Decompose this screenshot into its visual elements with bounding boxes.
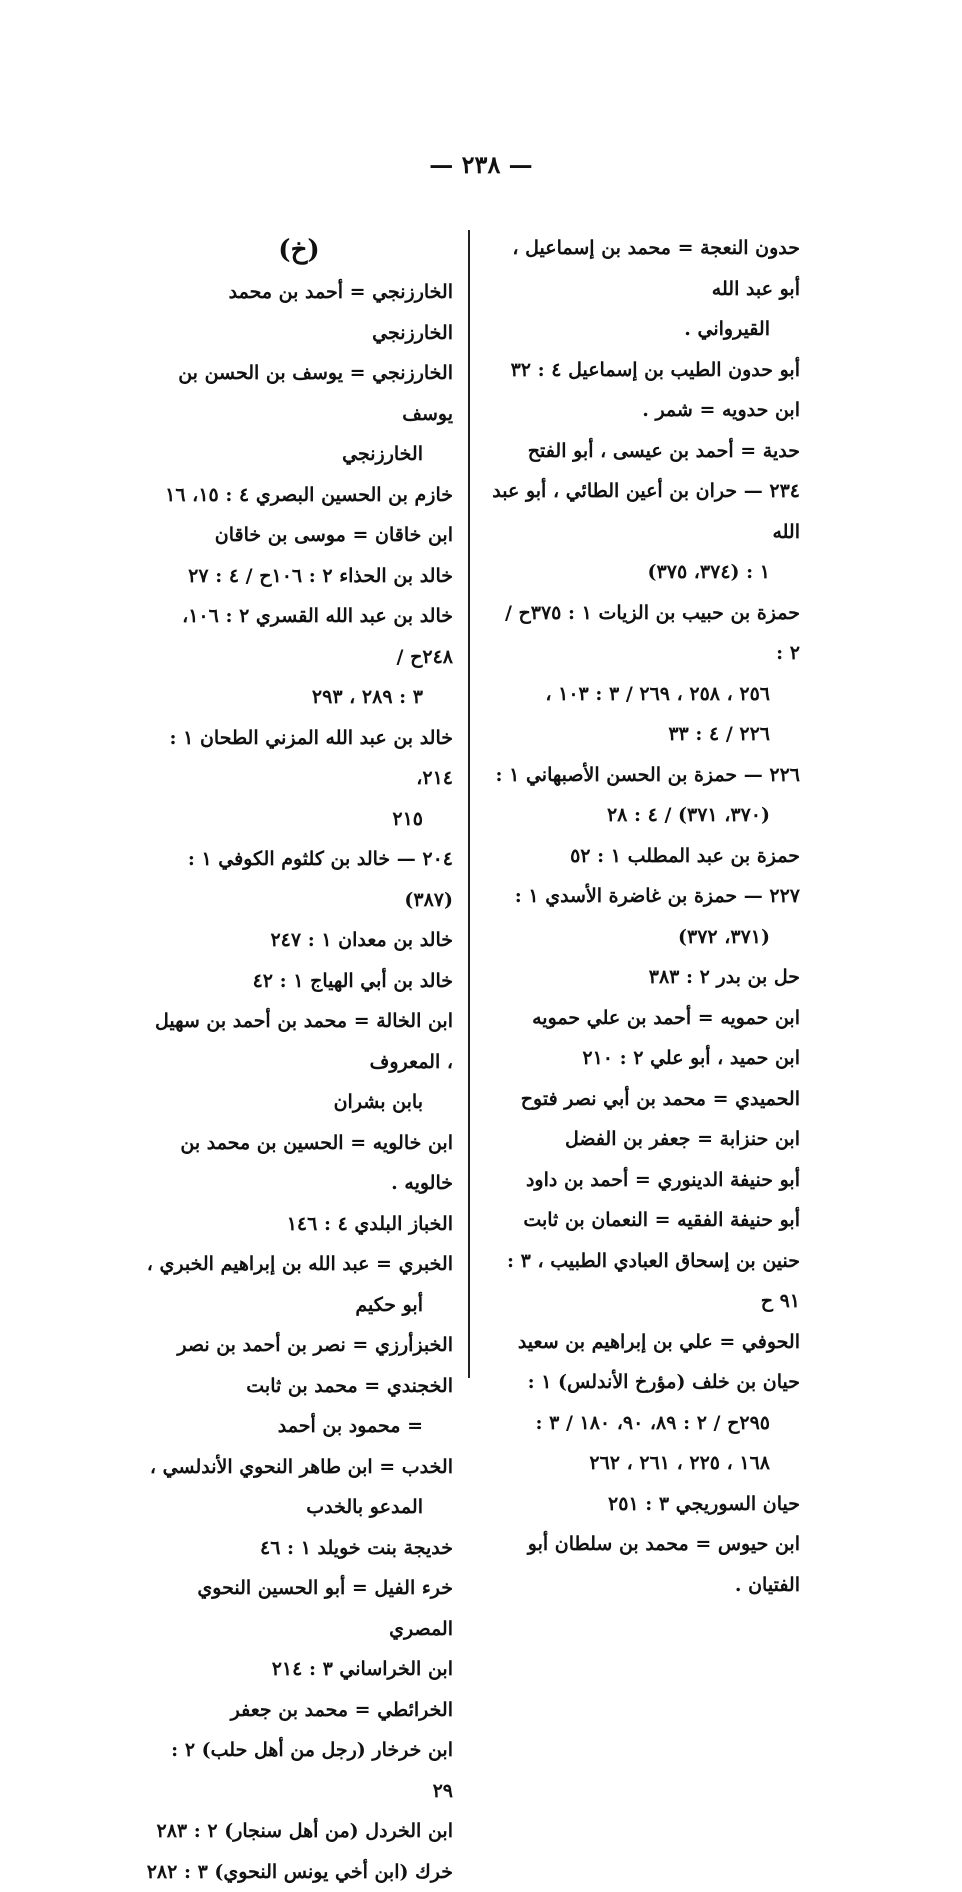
index-entry: ابن حميد ، أبو علي ٢ : ٢١٠ [490,1038,800,1079]
index-entry: الخرائطي = محمد بن جعفر [145,1690,453,1731]
index-entry-continuation: الخارزنجي [145,434,453,475]
index-entry: ابن حمويه = أحمد بن علي حمويه [490,998,800,1039]
index-entry: ٢٢٧ — حمزة بن غاضرة الأسدي ١ : [490,876,800,917]
index-entry: حيان السوريجي ٣ : ٢٥١ [490,1484,800,1525]
index-column-right [490,228,800,1605]
index-entry-continuation: = محمود بن أحمد [145,1406,453,1447]
index-entry: حنين بن إسحاق العبادي الطبيب ، ٣ : ٩١ ح [490,1241,800,1322]
index-entry: الخارزنجي = أحمد بن محمد الخارزنجي [145,272,453,353]
index-entry: ابن خاقان = موسى بن خاقان [145,515,453,556]
index-entry: خالد بن عبد الله المزني الطحان ١ : ٢١٤، [145,718,453,799]
index-entry: خالد بن الحذاء ٢ : ١٠٦ح / ٤ : ٢٧ [145,556,453,597]
index-entry-continuation: ١٦٨ ، ٢٢٥ ، ٢٦١ ، ٢٦٢ [490,1443,800,1484]
index-entry: الخدب = ابن طاهر النحوي الأندلسي ، [145,1447,453,1488]
index-entry-continuation: ١ : (٣٧٤، ٣٧٥) [490,552,800,593]
index-entry: ابن خرخار (رجل من أهل حلب) ٢ : ٢٩ [145,1730,453,1811]
column-divider [468,230,470,1378]
index-entry: ابن حنزابة = جعفر بن الفضل [490,1119,800,1160]
index-entry: الخبزأرزي = نصر بن أحمد بن نصر [145,1325,453,1366]
index-entry: ابن خالويه = الحسين بن محمد بن خالويه . [145,1123,453,1204]
index-entry: ابن الخراساني ٣ : ٢١٤ [145,1649,453,1690]
index-entry: خديجة بنت خويلد ١ : ٤٦ [145,1528,453,1569]
index-entry: حدية = أحمد بن عيسى ، أبو الفتح [490,431,800,472]
index-entries-left [145,272,453,1892]
index-entry-continuation: المدعو بالخدب [145,1487,453,1528]
index-entry: حمزة بن عبد المطلب ١ : ٥٢ [490,836,800,877]
index-entry-continuation: بابن بشران [145,1082,453,1123]
index-entry-continuation: ٢٥٦ ، ٢٥٨ ، ٢٦٩ / ٣ : ١٠٣ ، [490,674,800,715]
index-entry: حيان بن خلف (مؤرخ الأندلس) ١ : [490,1362,800,1403]
index-entry: حمزة بن حبيب بن الزيات ١ : ٣٧٥ح / ٢ : [490,593,800,674]
index-entry: خازم بن الحسين البصري ٤ : ١٥، ١٦ [145,475,453,516]
index-entry: الخبري = عبد الله بن إبراهيم الخبري ، [145,1244,453,1285]
index-entry-continuation: ٢١٥ [145,799,453,840]
index-entry: ٢٢٦ — حمزة بن الحسن الأصبهاني ١ : [490,755,800,796]
index-entry: ابن الخالة = محمد بن أحمد بن سهيل ، المعروف [145,1001,453,1082]
index-entry: ابن حدويه = شمر . [490,390,800,431]
index-entry: خالد بن أبي الهياج ١ : ٤٢ [145,961,453,1002]
index-entry-continuation: ٣ : ٢٨٩ ، ٢٩٣ [145,677,453,718]
index-column-left [145,228,453,1892]
index-entry-continuation: القيرواني . [490,309,800,350]
index-entry: ٢٠٤ — خالد بن كلثوم الكوفي ١ : (٣٨٧) [145,839,453,920]
index-entry: الحوفي = علي بن إبراهيم بن سعيد [490,1322,800,1363]
index-entry: ابن حيوس = محمد بن سلطان أبو الفتيان . [490,1524,800,1605]
section-letter-heading: (خ) [145,228,453,272]
index-entry-continuation: ٢٢٦ / ٤ : ٣٣ [490,714,800,755]
index-entry: أبو حنيفة الفقيه = النعمان بن ثابت [490,1200,800,1241]
index-entry: خرء الفيل = أبو الحسين النحوي المصري [145,1568,453,1649]
index-entry: حدون النعجة = محمد بن إسماعيل ، أبو عبد الله [490,228,800,309]
index-entry: حل بن بدر ٢ : ٣٨٣ [490,957,800,998]
index-entry: خرك (ابن أخي يونس النحوي) ٣ : ٢٨٢ [145,1852,453,1892]
index-entry: خالد بن معدان ١ : ٢٤٧ [145,920,453,961]
index-entry: ٢٣٤ — حران بن أعين الطائي ، أبو عبد الله [490,471,800,552]
index-entry: أبو حنيفة الدينوري = أحمد بن داود [490,1160,800,1201]
index-entry: الخجندي = محمد بن ثابت [145,1366,453,1407]
index-entry-continuation: (٣٧٠، ٣٧١) / ٤ : ٢٨ [490,795,800,836]
index-entry: الخباز البلدي ٤ : ١٤٦ [145,1204,453,1245]
index-entry: أبو حدون الطيب بن إسماعيل ٤ : ٣٢ [490,350,800,391]
index-entry-continuation: (٣٧١، ٣٧٢) [490,917,800,958]
index-entry-continuation: ٢٩٥ح / ٢ : ٨٩، ٩٠، ١٨٠ / ٣ : [490,1403,800,1444]
index-entry-continuation: أبو حكيم [145,1285,453,1326]
index-entry: خالد بن عبد الله القسري ٢ : ١٠٦، ٢٤٨ح / [145,596,453,677]
index-entry: الحميدي = محمد بن أبي نصر فتوح [490,1079,800,1120]
index-entry: ابن الخردل (من أهل سنجار) ٢ : ٢٨٣ [145,1811,453,1852]
page-number: — ٢٣٨ — [0,150,962,179]
index-entry: الخارزنجي = يوسف بن الحسن بن يوسف [145,353,453,434]
